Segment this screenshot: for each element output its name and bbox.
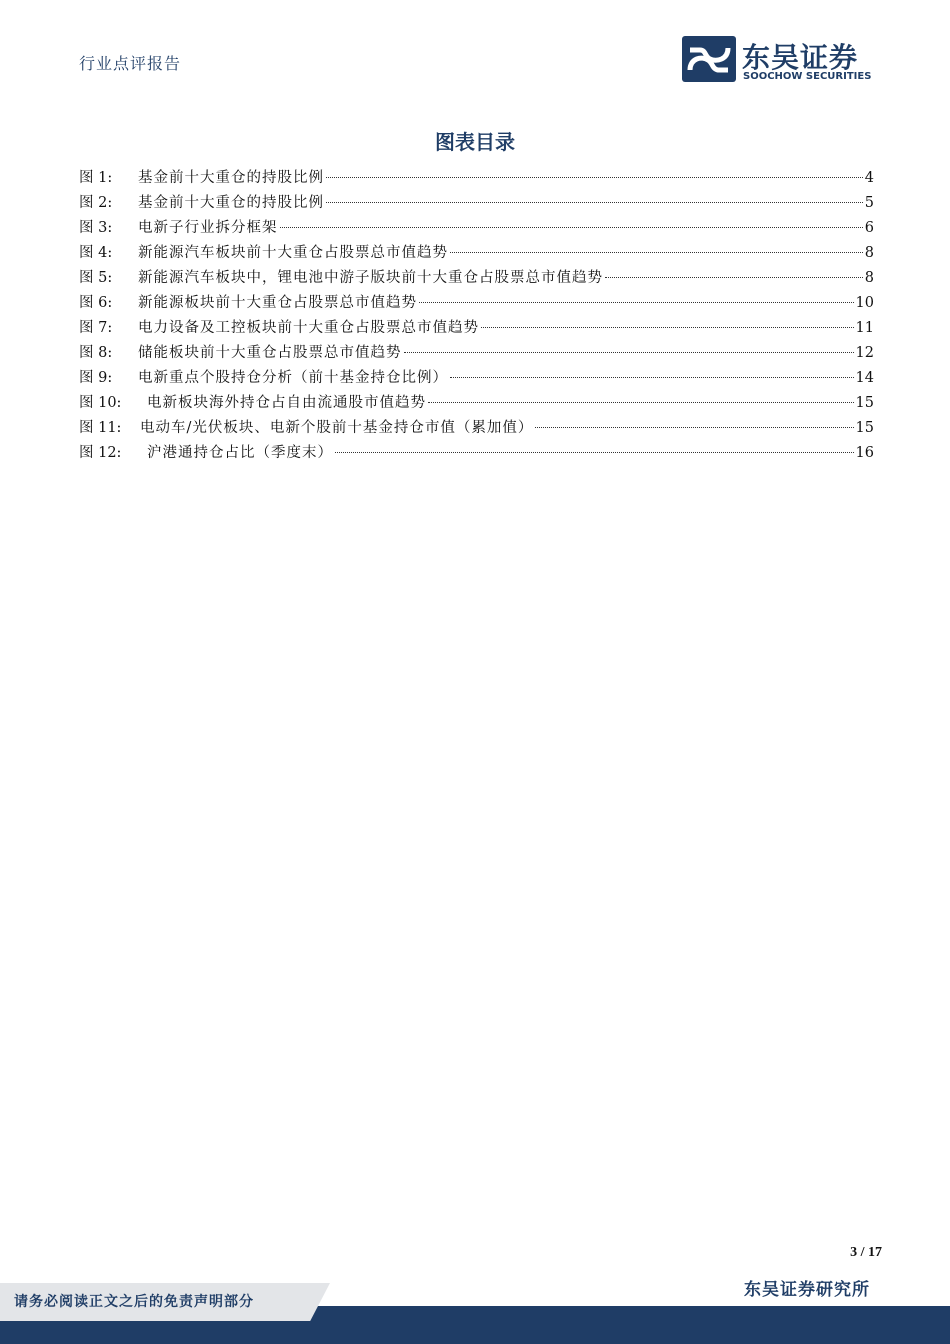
toc-leader-dots (280, 227, 863, 228)
toc-entry-9[interactable] (79, 366, 874, 391)
toc-entry-label: 图 8: (79, 345, 113, 361)
toc-entry-text: 沪港通持仓占比（季度末） (147, 445, 333, 461)
toc-entry-label: 图 7: (79, 320, 113, 336)
toc-entry-3[interactable] (79, 216, 874, 241)
toc-leader-dots (326, 202, 863, 203)
toc-entry-2[interactable] (79, 191, 874, 216)
toc-entry-text: 电力设备及工控板块前十大重仓占股票总市值趋势 (138, 320, 479, 336)
toc-entry-label: 图 1: (79, 170, 113, 186)
toc-entry-12[interactable] (79, 441, 874, 466)
toc-leader-dots (419, 302, 854, 303)
toc-entry-page: 15 (855, 395, 874, 411)
report-type-label: 行业点评报告 (79, 54, 182, 73)
toc-entry-text: 电动车/光伏板块、电新个股前十基金持仓市值（累加值） (140, 420, 534, 436)
toc-entry-page: 16 (855, 445, 874, 461)
toc-entry-text: 电新板块海外持仓占自由流通股市值趋势 (147, 395, 426, 411)
toc-leader-dots (535, 427, 853, 428)
toc-entry-text: 新能源汽车板块前十大重仓占股票总市值趋势 (138, 245, 448, 261)
toc-entry-text: 基金前十大重仓的持股比例 (138, 170, 324, 186)
toc-leader-dots (450, 377, 854, 378)
logo-english-name: SOOCHOW SECURITIES (743, 71, 872, 82)
toc-entry-page: 14 (855, 370, 874, 386)
toc-entry-page: 8 (864, 245, 874, 261)
toc-entry-text: 电新子行业拆分框架 (138, 220, 278, 236)
toc-title: 图表目录 (435, 130, 515, 154)
toc-leader-dots (605, 277, 863, 278)
table-of-figures (79, 166, 874, 466)
toc-entry-label: 图 2: (79, 195, 113, 211)
toc-leader-dots (428, 402, 854, 403)
toc-entry-7[interactable] (79, 316, 874, 341)
toc-entry-text: 基金前十大重仓的持股比例 (138, 195, 324, 211)
toc-entry-page: 4 (864, 170, 874, 186)
toc-entry-page: 5 (864, 195, 874, 211)
toc-entry-6[interactable] (79, 291, 874, 316)
toc-leader-dots (326, 177, 863, 178)
toc-entry-text: 新能源板块前十大重仓占股票总市值趋势 (138, 295, 417, 311)
toc-entry-label: 图 5: (79, 270, 113, 286)
logo-chinese-name: 东吴证券 (742, 41, 859, 74)
toc-entry-label: 图 4: (79, 245, 113, 261)
toc-entry-10[interactable] (79, 391, 874, 416)
toc-entry-4[interactable] (79, 241, 874, 266)
toc-leader-dots (335, 452, 854, 453)
toc-entry-label: 图 9: (79, 370, 113, 386)
toc-entry-label: 图 10: (79, 395, 122, 411)
toc-entry-1[interactable] (79, 166, 874, 191)
toc-entry-page: 10 (855, 295, 874, 311)
toc-entry-page: 11 (855, 320, 874, 336)
toc-entry-text: 储能板块前十大重仓占股票总市值趋势 (138, 345, 402, 361)
disclaimer-notice: 请务必阅读正文之后的免责声明部分 (14, 1294, 254, 1310)
toc-entry-page: 8 (864, 270, 874, 286)
toc-entry-label: 图 3: (79, 220, 113, 236)
toc-leader-dots (481, 327, 854, 328)
soochow-logo (682, 36, 882, 84)
toc-leader-dots (450, 252, 863, 253)
toc-entry-label: 图 11: (79, 420, 122, 436)
toc-entry-label: 图 12: (79, 445, 122, 461)
toc-entry-page: 6 (864, 220, 874, 236)
toc-entry-page: 12 (855, 345, 874, 361)
toc-entry-8[interactable] (79, 341, 874, 366)
toc-entry-5[interactable] (79, 266, 874, 291)
toc-entry-label: 图 6: (79, 295, 113, 311)
toc-leader-dots (404, 352, 854, 353)
toc-entry-text: 电新重点个股持仓分析（前十基金持仓比例） (138, 370, 448, 386)
soochow-logo-icon (682, 36, 736, 82)
toc-entry-page: 15 (855, 420, 874, 436)
toc-entry-text: 新能源汽车板块中，锂电池中游子版块前十大重仓占股票总市值趋势 (138, 270, 603, 286)
footer-organization: 东吴证券研究所 (744, 1280, 870, 1300)
toc-entry-11[interactable] (79, 416, 874, 441)
page-number: 3 / 17 (850, 1245, 882, 1260)
